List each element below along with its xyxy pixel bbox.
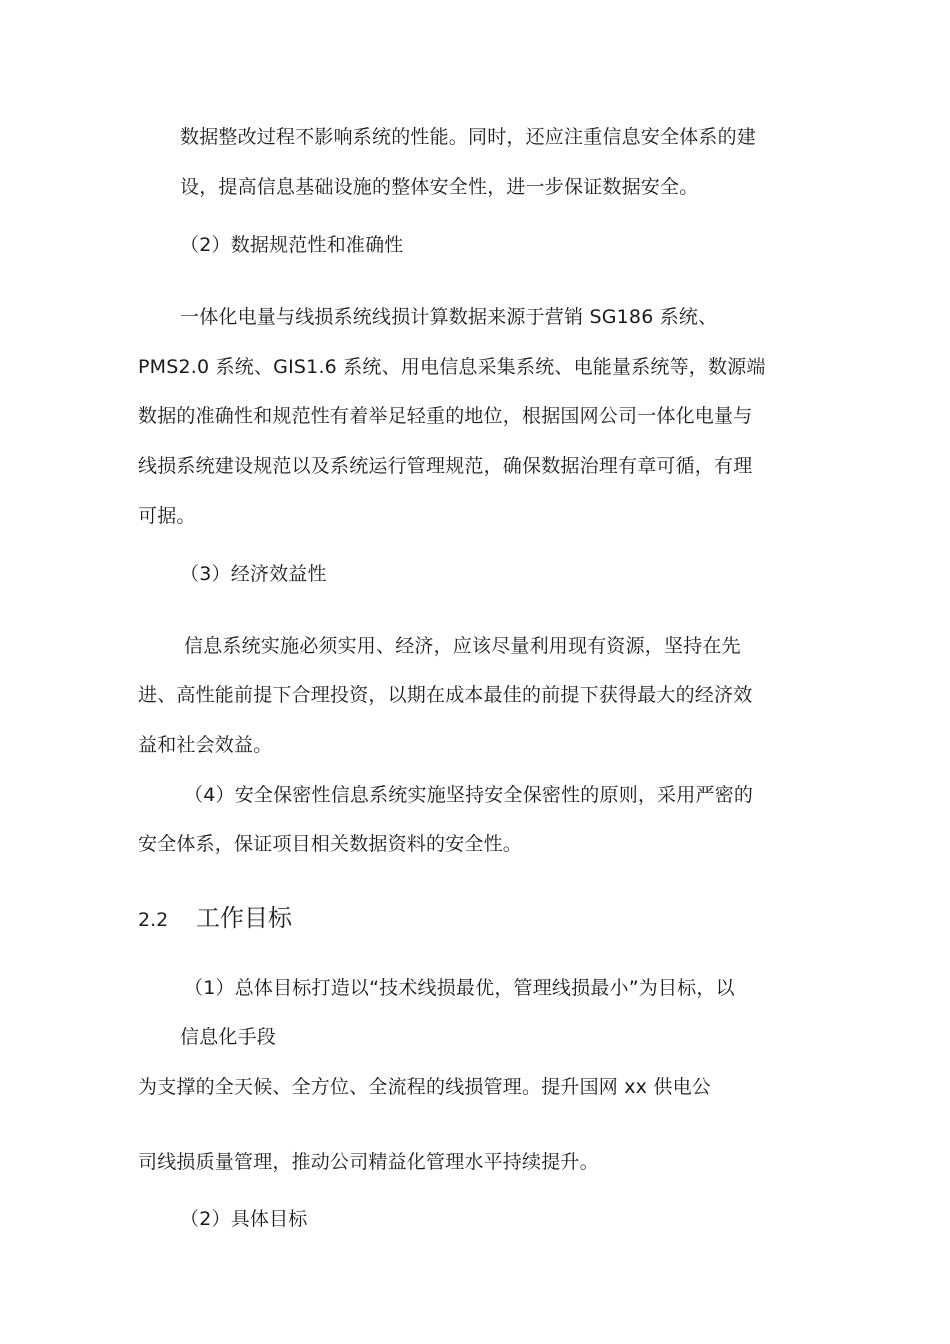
section-number: 2.2 bbox=[138, 909, 169, 931]
paragraph-line: 进、高性能前提下合理投资，以期在成本最佳的前提下获得最大的经济效 bbox=[138, 684, 753, 706]
paragraph-line: 益和社会效益。 bbox=[138, 734, 273, 756]
list-subheading: （2）数据规范性和准确性 bbox=[180, 234, 404, 256]
paragraph-line: 安全体系，保证项目相关数据资料的安全性。 bbox=[138, 833, 523, 855]
paragraph-line: PMS2.0 系统、GIS1.6 系统、用电信息采集系统、电能量系统等，数源端 bbox=[138, 356, 766, 378]
paragraph-line: 数据整改过程不影响系统的性能。同时，还应注重信息安全体系的建 bbox=[180, 126, 757, 148]
paragraph-line: （4）安全保密性信息系统实施坚持安全保密性的原则，采用严密的 bbox=[184, 784, 754, 806]
paragraph-line: 设，提高信息基础设施的整体安全性，进一步保证数据安全。 bbox=[180, 176, 699, 198]
paragraph-line: 数据的准确性和规范性有着举足轻重的地位，根据国网公司一体化电量与 bbox=[138, 405, 753, 427]
paragraph-line: 信息化手段 bbox=[180, 1026, 277, 1048]
list-subheading: （3）经济效益性 bbox=[180, 563, 327, 585]
paragraph-line: 一体化电量与线损系统线损计算数据来源于营销 SG186 系统、 bbox=[180, 306, 718, 328]
paragraph-line: 司线损质量管理，推动公司精益化管理水平持续提升。 bbox=[138, 1151, 599, 1173]
list-subheading: （2）具体目标 bbox=[180, 1208, 308, 1230]
paragraph-line: 为支撑的全天候、全方位、全流程的线损管理。提升国网 xx 供电公 bbox=[138, 1076, 711, 1098]
paragraph-line: （1）总体目标打造以“技术线损最优，管理线损最小”为目标，以 bbox=[184, 977, 735, 999]
section-heading bbox=[138, 903, 292, 935]
paragraph-line: 信息系统实施必须实用、经济，应该尽量利用现有资源，坚持在先 bbox=[184, 635, 741, 657]
section-title: 工作目标 bbox=[196, 904, 292, 932]
paragraph-line: 可据。 bbox=[138, 505, 196, 527]
paragraph-line: 线损系统建设规范以及系统运行管理规范，确保数据治理有章可循，有理 bbox=[138, 455, 753, 477]
